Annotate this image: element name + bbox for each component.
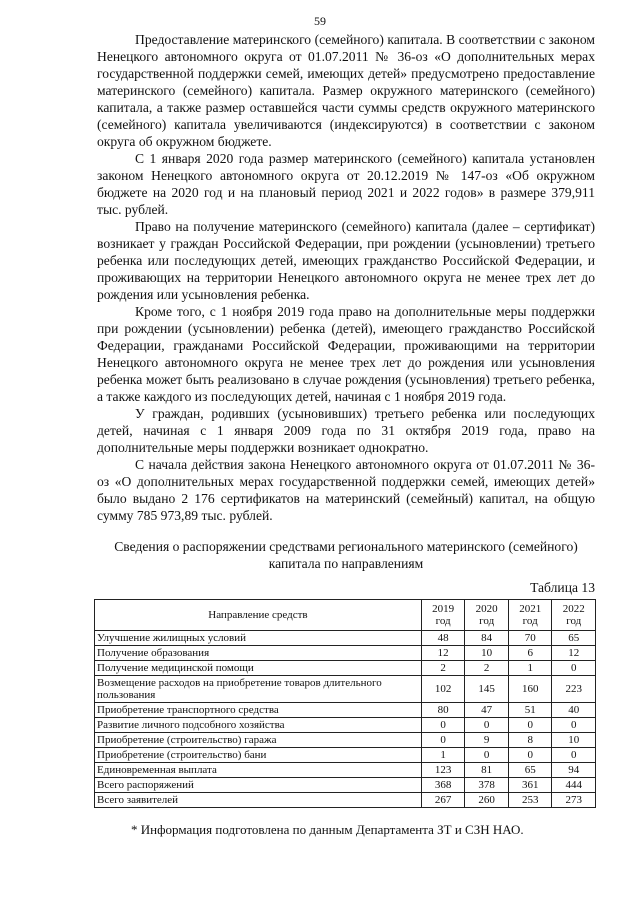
table-row [95,793,596,808]
paragraph: Право на получение материнского (семейного) капитала (далее – сертификат) возникает у граждан Российской Федерации, при рождении (усыновлении) третьего ребенка или последующих детей, имеющих гражданство Российской Федерации, и проживающих на территории Ненецкого автономного округа не менее трех лет до рождения или усыновления ребенка. [97,219,595,302]
row-label: Улучшение жилищных условий [95,631,422,646]
maternity-capital-table [94,599,596,808]
table-label: Таблица 13 [530,580,595,595]
cell-value: 160 [508,676,552,703]
header-direction: Направление средств [95,600,422,631]
row-label: Единовременная выплата [95,763,422,778]
cell-value: 0 [465,718,509,733]
paragraph: С 1 января 2020 года размер материнского (семейного) капитала установлен законом Ненецкого автономного округа от 20.12.2019 № 147-оз «Об окружном бюджете на 2020 год и на плановый период 2021 и 2022 годов» в размере 379,911 тыс. рублей. [97,151,595,217]
paragraph: Предоставление материнского (семейного) капитала. В соответствии с законом Ненецкого автономного округа от 01.07.2011 № 36-оз «О дополнительных мерах государственной поддержки семей, имеющих детей» предусмотрено предоставление материнского (семейного) капитала. Размер окружного материнского (семейного) капитала, а также размер оставшейся части суммы средств окружного материнского (семейного) капитала увеличиваются (индексируются) в соответствии с законом округа об окружном бюджете. [97,32,595,149]
cell-value: 12 [421,646,465,661]
row-label: Приобретение (строительство) бани [95,748,422,763]
cell-value: 102 [421,676,465,703]
cell-value: 80 [421,703,465,718]
cell-value: 361 [508,778,552,793]
cell-value: 9 [465,733,509,748]
cell-value: 0 [508,748,552,763]
cell-value: 12 [552,646,596,661]
table-row [95,646,596,661]
row-label: Приобретение (строительство) гаража [95,733,422,748]
cell-value: 2 [421,661,465,676]
table-row [95,763,596,778]
row-label: Всего распоряжений [95,778,422,793]
cell-value: 0 [552,661,596,676]
cell-value: 0 [508,718,552,733]
table-row [95,748,596,763]
cell-value: 2 [465,661,509,676]
cell-value: 267 [421,793,465,808]
cell-value: 260 [465,793,509,808]
cell-value: 0 [421,733,465,748]
cell-value: 273 [552,793,596,808]
cell-value: 378 [465,778,509,793]
table-row [95,661,596,676]
table-title: Сведения о распоряжении средствами регионального материнского (семейного) капитала по направлениям [114,539,578,571]
row-label: Приобретение транспортного средства [95,703,422,718]
header-year: 2022 год [552,600,596,631]
cell-value: 253 [508,793,552,808]
cell-value: 94 [552,763,596,778]
row-label: Получение образования [95,646,422,661]
cell-value: 47 [465,703,509,718]
cell-value: 84 [465,631,509,646]
cell-value: 6 [508,646,552,661]
cell-value: 123 [421,763,465,778]
table-row [95,718,596,733]
row-label: Получение медицинской помощи [95,661,422,676]
cell-value: 0 [465,748,509,763]
cell-value: 0 [421,718,465,733]
cell-value: 223 [552,676,596,703]
paragraph: С начала действия закона Ненецкого автономного округа от 01.07.2011 № 36-оз «О дополнительных мерах государственной поддержки семей, имеющих детей» было выдано 2 176 сертификатов на материнский (семейный) капитал, на общую сумму 785 973,89 тыс. рублей. [97,457,595,523]
table-row [95,703,596,718]
cell-value: 0 [552,718,596,733]
paragraph: У граждан, родивших (усыновивших) третьего ребенка или последующих детей, начиная с 1 января 2009 года по 31 октября 2019 года, право на дополнительные меры поддержки возникает однократно. [97,406,595,455]
cell-value: 10 [552,733,596,748]
footnote: * Информация подготовлена по данным Департамента ЗТ и СЗН НАО. [131,822,524,837]
cell-value: 81 [465,763,509,778]
row-label: Возмещение расходов на приобретение товаров длительного пользования [95,676,422,703]
table-row [95,631,596,646]
paragraph: Кроме того, с 1 ноября 2019 года право на дополнительные меры поддержки при рождении (усыновлении) ребенка (детей), имеющего гражданство Российской Федерации, гражданами Российской Федерации, проживающими на территории Ненецкого автономного округа не менее трех лет до рождения или усыновления ребенка может быть реализовано в случае рождения (усыновления) третьего ребенка, а также каждого из последующих детей, начиная с 1 ноября 2019 года. [97,304,595,404]
row-label: Всего заявителей [95,793,422,808]
cell-value: 51 [508,703,552,718]
body-text [97,31,595,524]
cell-value: 8 [508,733,552,748]
cell-value: 1 [508,661,552,676]
cell-value: 65 [552,631,596,646]
row-label: Развитие личного подсобного хозяйства [95,718,422,733]
cell-value: 444 [552,778,596,793]
cell-value: 48 [421,631,465,646]
table-row [95,778,596,793]
cell-value: 368 [421,778,465,793]
table-header-row [95,600,596,631]
cell-value: 0 [552,748,596,763]
cell-value: 145 [465,676,509,703]
header-year: 2019 год [421,600,465,631]
header-year: 2020 год [465,600,509,631]
table-row [95,733,596,748]
cell-value: 10 [465,646,509,661]
header-year: 2021 год [508,600,552,631]
cell-value: 1 [421,748,465,763]
cell-value: 70 [508,631,552,646]
table-row [95,676,596,703]
cell-value: 65 [508,763,552,778]
page-number: 59 [314,14,326,28]
cell-value: 40 [552,703,596,718]
